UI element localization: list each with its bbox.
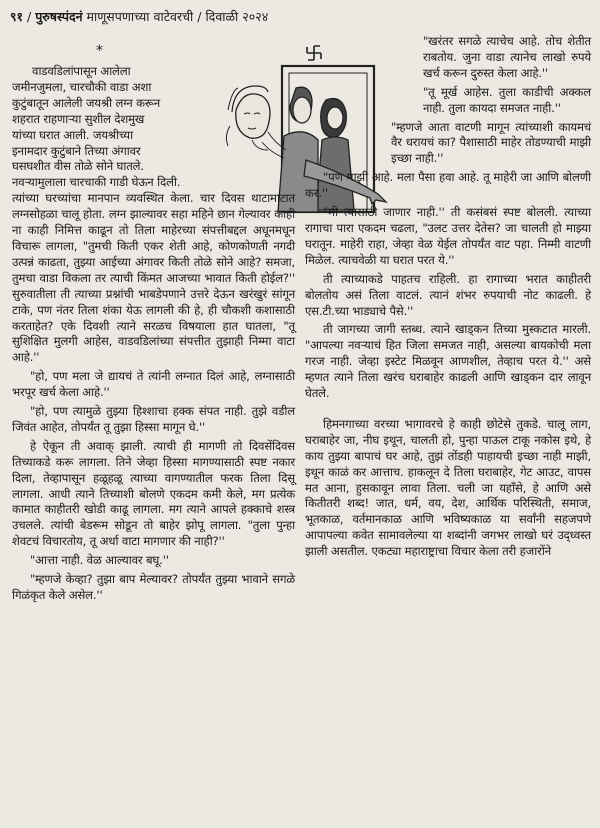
text-line: वाडवडिलांपासून आलेला [32,64,131,78]
text-line: जमीनजुमला, चारचौकी वाडा अशा [12,79,152,94]
text-line: घसघशीत वीस तोळे सोने घातले. [12,159,144,174]
paragraph: "म्हणजे केव्हा? तुझा बाप मेल्यावर? तोपर्यंत तुझ्या भावाने सगळे गिळंकृत केले असेल.'' [12,572,295,602]
header-separator: / [197,9,202,24]
page-header [10,6,590,28]
issue-name: दिवाळी २०२४ [205,9,269,24]
paragraph: "तू मूर्ख आहेस. तुला काडीची अक्कल नाही. तुला कायदा समजत नाही.'' [423,84,591,115]
paragraph: "हो, पण त्यामुळे तुझ्या हिश्शाचा हक्क संपत नाही. तुझे वडील जिवंत आहेत, तोपर्यंत तू तुझा हिस्सा मागून घे.'' [12,404,295,434]
header-separator: / [27,9,32,24]
paragraph: "म्हणजे आता वाटणी मागून त्यांच्याशी कायमचं वैर धरायचं का? पैशासाठी माहेर तोडण्याची माझी इच्छा नाही.'' [391,119,591,166]
section-star: * [96,43,103,59]
text-line: कुटुंबातून आलेली जयश्री लग्न करून [12,95,161,110]
paragraph: ती त्याच्याकडे पाहतच राहिली. हा रागाच्या भरात काहीतरी बोलतोय असं तिला वाटलं. त्यानं शंभर रुपयाची नोट काढली. हे एस.टी.च्या भाड्याचे पैसे.'' [305,271,591,318]
text-line: इनामदार कुटुंबाने तिच्या अंगावर [12,143,141,158]
left-column [12,44,295,607]
intro-lines [12,64,217,191]
article-title: माणूसपणाच्या वाटेवरची [86,9,194,24]
right-column [305,34,591,563]
paragraph: हिमनगाच्या वरच्या भागावरचे हे काही छोटेसे तुकडे. चालू लाग, घराबाहेर जा, नीघ इथून, चालती हो, पुन्हा पाऊल टाकू नकोस इथे, हे काय तुझ्या बापाचं घर आहे, तुझं तोंडही पाहायची इच्छा नाही माझी, इथून काळं कर आत्ताच. हाकलून दे तिला घराबाहेर, गेट आउट, वापस मत आना, हुसकावून लावा तिला. चली जा यहाँसे, हे आणि असे कितीतरी शब्द! जात, धर्म, वय, देश, आर्थिक परिस्थिती, समाज, भूतकाळ, वर्तमानकाळ आणि भविष्यकाळ या सर्वांनी सहजपणे आपापल्या कवेत सामावलेल्या या शब्दांनी जगभर लाखो घरं उद्ध्वस्त झाली असतील. एकट्या महाराष्ट्राचा विचार केला तरी हजारोंने [305,416,591,559]
paragraph: हे ऐकून ती अवाक् झाली. त्याची ही मागणी तो दिवसेंदिवस तिच्याकडे करू लागला. तिने जेव्हा हिस्सा मागण्यासाठी स्पष्ट नकार दिला, तेव्हापासून हळूहळू त्याच्या वागण्यातील फरक तिला दिसू लागला. आधी त्याने तिच्याशी बोलणे एकदम कमी केले, मग प्रत्येक कामात काहीतरी खोडी काढू लागला. मग त्याने आपले हक्काचे शस्त्र उचलले. त्यांची बेडरूम सोडून तो बाहेर झोपू लागला. "तुला पुन्हा शेवटचं विचारतोय, तू अर्धा वाटा मागणार की नाही?'' [12,438,295,549]
paragraph: त्यांच्या घरच्यांचा मानपान व्यवस्थित केला. चार दिवस थाटामाटात लग्नसोहळा चालू होता. लग्न झाल्यावर सहा महिने छान गेल्यावर काही ना काही निमित्त काढून तो तिला माहेरच्या संपत्तीबद्दल अधूनमधून विचारू लागला, "तुमची किती एकर शेती आहे, कोणकोणती नगदी उत्पन्नं काढता, तुझ्या आईच्या अंगावर किती तोळे सोने आहे? समजा, तुमचा वाडा विकला तर त्याची किंमत आजच्या भावात किती होईल?'' सुरुवातीला ती त्याच्या प्रश्नांची भाबडेपणाने उत्तरे देऊन खरंखुरं सांगून टाके, पण नंतर तिला शंका येऊ लागली की हे, ही चौकशी कशासाठी करताहेत? एके दिवशी त्याने सरळच विषयाला हात घातला, "तू सुशिक्षित मुलगी आहेस, वाडवडिलांच्या संपत्तीत तुझाही निम्मा वाटा आहे.'' [12,191,295,365]
text-line: शहरात राहणाऱ्या सुशील देशमुख [12,111,145,126]
paragraph: "हो, पण मला जे द्यायचं ते त्यांनी लग्नात दिलं आहे, लग्नासाठी भरपूर खर्च केला आहे.'' [12,369,295,400]
magazine-name: पुरुषस्पंदनं [35,9,83,24]
paragraph: "खरंतर सगळे त्याचेच आहे. तोच शेतीत राबतोय. जुना वाडा त्यानेच लाखो रुपये खर्च करून दुरुस्त केला आहे.'' [423,34,591,80]
paragraph: ती जागच्या जागी स्तब्ध. त्याने खाड्कन तिच्या मुस्कटात मारली. "आपल्या नवऱ्याचं हित जिला समजत नाही, असल्या बायकोची मला गरज नाही. जेव्हा इस्टेट मिळवून आणशील, तेव्हाच परत ये.'' असे म्हणत त्याने तिला खरंच घराबाहेर काढली आणि खाड्कन दार लावून घेतले. [305,322,591,401]
paragraph: "आत्ता नाही. वेळ आल्यावर बघू.'' [30,553,169,568]
paragraph: "मी त्यासाठी जाणार नाही.'' ती कसंबसं स्पष्ट बोलली. त्याच्या रागाचा पारा एकदम चढला, "उलट उत्तर देतेस? जा चालती हो माझ्या घरातून. माहेरी राहा, जेव्हा वेळ येईल तोपर्यंत वाट पहा. निम्मी वाटणी मिळेल. त्याचवेळी या घरात परत ये.'' [305,205,591,267]
paragraph: "पण माझी आहे. मला पैसा हवा आहे. तू माहेरी जा आणि बोलणी कर.'' [305,170,591,201]
text-line: यांच्या घरात आली. जयश्रीच्या [12,127,134,142]
text-line: नवऱ्यामुलाला चारचाकी गाडी घेऊन दिली. [12,175,181,190]
section-break [305,405,591,417]
page-number: ९१ [10,9,24,24]
